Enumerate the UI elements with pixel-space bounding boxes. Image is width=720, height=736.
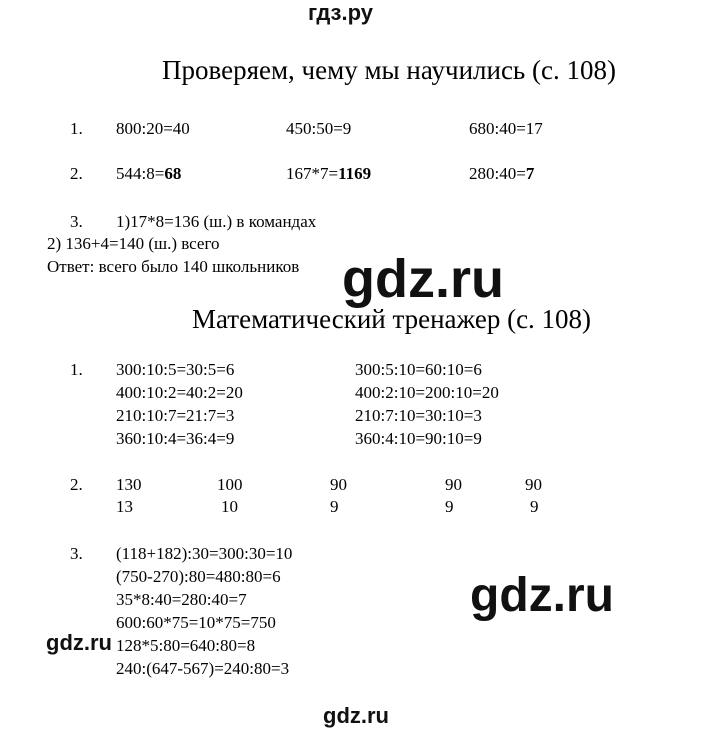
s2-task1-line: 400:10:2=40:2=20 [116,383,243,402]
s2-task1-line: 360:4:10=90:10=9 [355,429,482,448]
s1-task1-number: 1. [70,119,83,138]
s2-task2-number: 2. [70,475,83,494]
watermark: gdz.ru [342,249,504,309]
s2-task3-line: 240:(647-567)=240:80=3 [116,659,290,678]
s2-task1-line: 210:7:10=30:10=3 [355,406,482,425]
s2-task2-top: 90 [445,475,462,494]
s1-task2-item [116,164,181,184]
s1-task3-line: 1)17*8=136 (ш.) в командах [116,212,317,231]
s2-task2-top: 90 [330,475,347,494]
s2-task1-number: 1. [70,360,83,379]
s2-task1-line: 300:5:10=60:10=6 [355,360,482,379]
s2-task1-line: 210:10:7=21:7=3 [116,406,235,425]
expression: 280:40= [469,164,526,183]
watermark: gdz.ru [323,703,389,728]
expression: 167*7= [286,164,339,183]
answer: 7 [525,164,535,183]
s1-task2-item [469,164,534,184]
s1-task1-item: 680:40=17 [469,119,543,138]
s1-task2-item [286,164,371,184]
s2-task3-line: (750-270):80=480:80=6 [116,567,281,586]
s2-task2-bottom: 13 [116,497,133,516]
section2-title: Математический тренажер (с. 108) [192,304,592,334]
section1-title: Проверяем, чему мы научились (с. 108) [162,55,616,85]
s2-task1-line: 360:10:4=36:4=9 [116,429,235,448]
watermark: gdz.ru [46,630,112,655]
s2-task1-line: 300:10:5=30:5=6 [116,360,235,379]
answer: 68 [164,164,182,183]
watermark: gdz.ru [470,569,614,622]
s2-task2-bottom: 9 [530,497,539,516]
answer: 1169 [338,164,372,183]
s2-task2-bottom: 9 [330,497,339,516]
s2-task2-bottom: 10 [221,497,238,516]
expression: 544:8= [116,164,165,183]
s1-task3-number: 3. [70,212,83,231]
s2-task2-top: 100 [217,475,243,494]
s2-task2-top: 130 [116,475,142,494]
s2-task3-line: 128*5:80=640:80=8 [116,636,256,655]
s2-task3-number: 3. [70,544,83,563]
s1-task1-item: 800:20=40 [116,119,190,138]
s2-task3-line: 35*8:40=280:40=7 [116,590,247,609]
s2-task2-top: 90 [525,475,542,494]
site-header: гдз.ру [308,0,373,25]
s1-task3-answer: Ответ: всего было 140 школьников [47,257,300,276]
s2-task3-line: 600:60*75=10*75=750 [116,613,276,632]
s2-task2-bottom: 9 [445,497,454,516]
s1-task1-item: 450:50=9 [286,119,352,138]
s2-task3-line: (118+182):30=300:30=10 [116,544,293,563]
s1-task2-number: 2. [70,164,83,183]
s1-task3-line: 2) 136+4=140 (ш.) всего [47,234,220,253]
s2-task1-line: 400:2:10=200:10=20 [355,383,499,402]
